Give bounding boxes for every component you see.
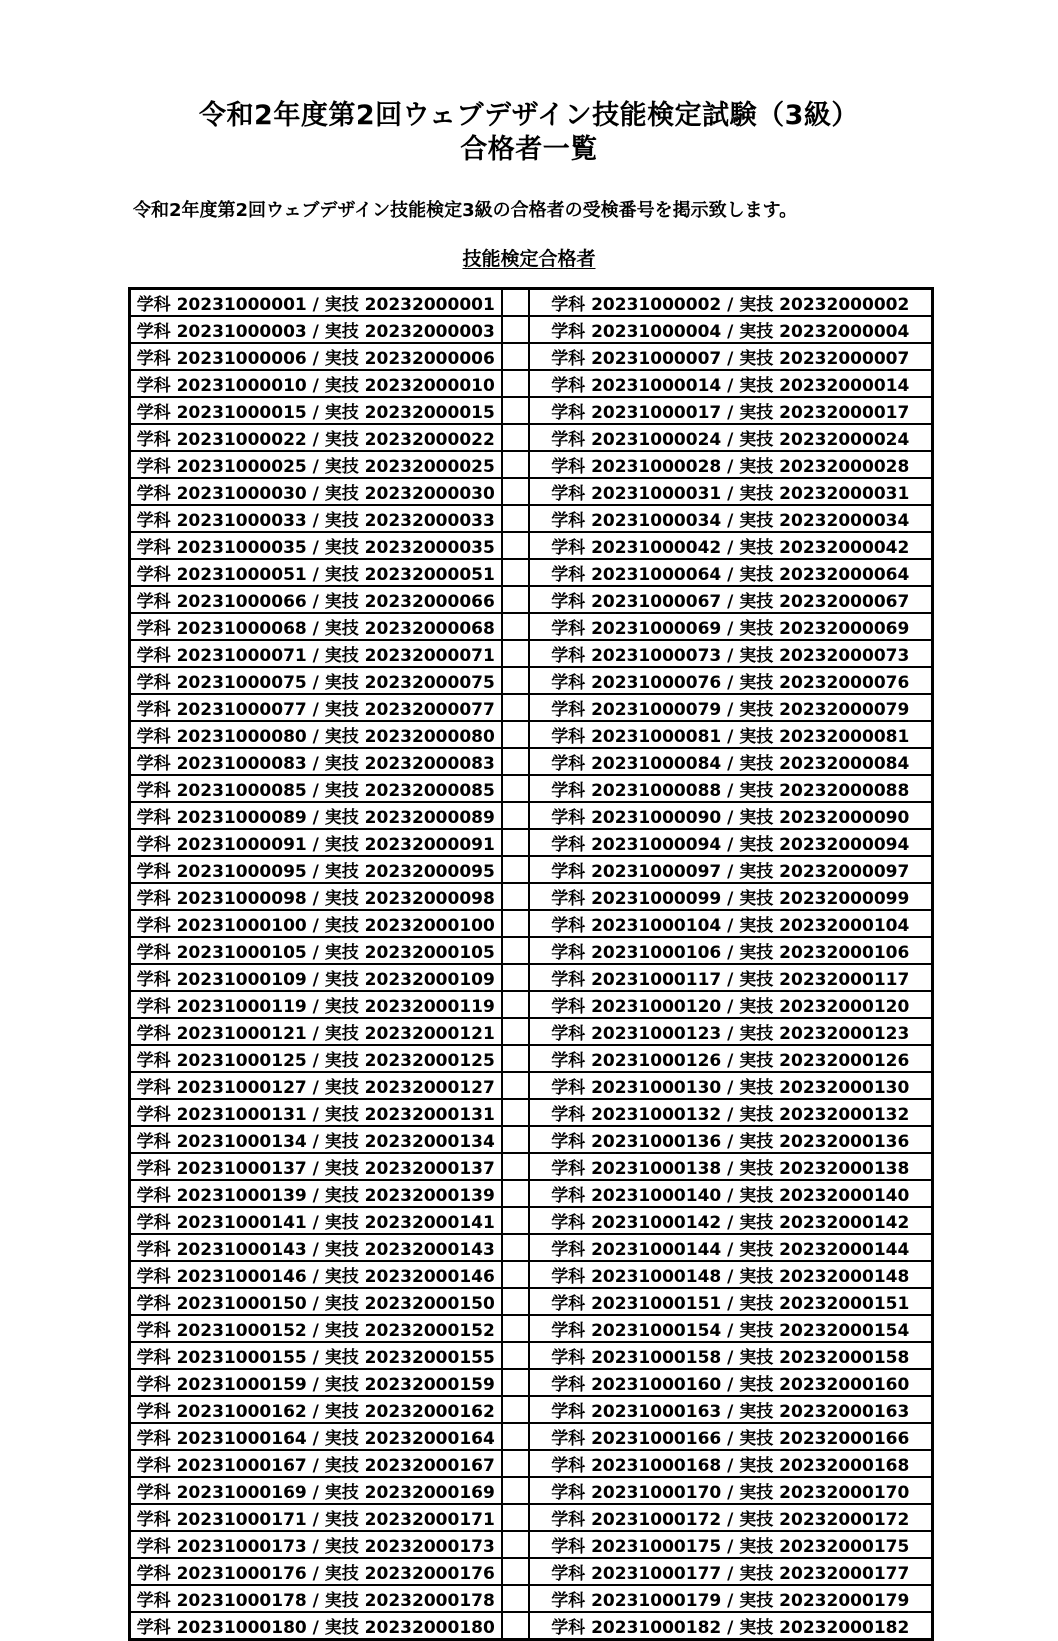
spacer-cell [502,721,529,748]
passer-cell-left: 学科 20231000141 / 実技 20232000141 [130,1207,502,1234]
spacer-cell [502,1288,529,1315]
passer-cell-right: 学科 20231000126 / 実技 20232000126 [529,1045,933,1072]
spacer-cell [502,532,529,559]
table-row [130,829,933,856]
spacer-cell [502,1558,529,1585]
passer-cell-left: 学科 20231000146 / 実技 20232000146 [130,1261,502,1288]
passer-cell-left: 学科 20231000127 / 実技 20232000127 [130,1072,502,1099]
spacer-cell [502,937,529,964]
section-heading: 技能検定合格者 [462,248,596,270]
spacer-cell [502,1423,529,1450]
passer-cell-left: 学科 20231000075 / 実技 20232000075 [130,667,502,694]
passer-cell-right: 学科 20231000166 / 実技 20232000166 [529,1423,933,1450]
page-title-line1: 令和2年度第2回ウェブデザイン技能検定試験（3級） [199,100,859,131]
passer-cell-left: 学科 20231000169 / 実技 20232000169 [130,1477,502,1504]
table-row [130,1207,933,1234]
passer-cell-right: 学科 20231000168 / 実技 20232000168 [529,1450,933,1477]
spacer-cell [502,1180,529,1207]
table-row [130,559,933,586]
spacer-cell [502,1099,529,1126]
table-row [130,640,933,667]
passer-cell-left: 学科 20231000098 / 実技 20232000098 [130,883,502,910]
spacer-cell [502,910,529,937]
passer-cell-right: 学科 20231000088 / 実技 20232000088 [529,775,933,802]
passer-cell-right: 学科 20231000034 / 実技 20232000034 [529,505,933,532]
table-row [130,1234,933,1261]
passer-cell-right: 学科 20231000031 / 実技 20232000031 [529,478,933,505]
table-row [130,1126,933,1153]
passer-cell-right: 学科 20231000142 / 実技 20232000142 [529,1207,933,1234]
table-row [130,775,933,802]
spacer-cell [502,1072,529,1099]
table-row [130,856,933,883]
table-row [130,667,933,694]
passer-cell-left: 学科 20231000066 / 実技 20232000066 [130,586,502,613]
spacer-cell [502,613,529,640]
passer-cell-left: 学科 20231000171 / 実技 20232000171 [130,1504,502,1531]
passer-cell-right: 学科 20231000007 / 実技 20232000007 [529,343,933,370]
table-row [130,1018,933,1045]
table-row [130,478,933,505]
passer-cell-right: 学科 20231000136 / 実技 20232000136 [529,1126,933,1153]
table-row [130,1450,933,1477]
passer-cell-left: 学科 20231000025 / 実技 20232000025 [130,451,502,478]
passer-cell-right: 学科 20231000172 / 実技 20232000172 [529,1504,933,1531]
table-row [130,1342,933,1369]
table-row [130,370,933,397]
passer-cell-left: 学科 20231000134 / 実技 20232000134 [130,1126,502,1153]
passer-cell-left: 学科 20231000100 / 実技 20232000100 [130,910,502,937]
spacer-cell [502,559,529,586]
passer-cell-left: 学科 20231000033 / 実技 20232000033 [130,505,502,532]
passer-cell-right: 学科 20231000177 / 実技 20232000177 [529,1558,933,1585]
table-row [130,1261,933,1288]
passer-cell-right: 学科 20231000140 / 実技 20232000140 [529,1180,933,1207]
table-row [130,1504,933,1531]
spacer-cell [502,829,529,856]
spacer-cell [502,1450,529,1477]
table-row [130,424,933,451]
table-row [130,1288,933,1315]
passer-cell-right: 学科 20231000104 / 実技 20232000104 [529,910,933,937]
table-row [130,316,933,343]
passer-cell-right: 学科 20231000130 / 実技 20232000130 [529,1072,933,1099]
spacer-cell [502,667,529,694]
spacer-cell [502,1396,529,1423]
passer-cell-right: 学科 20231000028 / 実技 20232000028 [529,451,933,478]
passer-cell-left: 学科 20231000015 / 実技 20232000015 [130,397,502,424]
passer-cell-left: 学科 20231000091 / 実技 20232000091 [130,829,502,856]
passer-cell-left: 学科 20231000006 / 実技 20232000006 [130,343,502,370]
table-row [130,613,933,640]
passer-cell-right: 学科 20231000148 / 実技 20232000148 [529,1261,933,1288]
table-row [130,1612,933,1640]
passer-cell-left: 学科 20231000051 / 実技 20232000051 [130,559,502,586]
passer-cell-right: 学科 20231000158 / 実技 20232000158 [529,1342,933,1369]
spacer-cell [502,451,529,478]
passer-cell-left: 学科 20231000077 / 実技 20232000077 [130,694,502,721]
passer-cell-right: 学科 20231000120 / 実技 20232000120 [529,991,933,1018]
passer-cell-right: 学科 20231000076 / 実技 20232000076 [529,667,933,694]
passer-cell-left: 学科 20231000068 / 実技 20232000068 [130,613,502,640]
passers-table [128,287,934,1641]
table-row [130,883,933,910]
spacer-cell [502,1207,529,1234]
passer-cell-right: 学科 20231000073 / 実技 20232000073 [529,640,933,667]
table-row [130,1099,933,1126]
passer-cell-left: 学科 20231000085 / 実技 20232000085 [130,775,502,802]
spacer-cell [502,1477,529,1504]
passer-cell-left: 学科 20231000125 / 実技 20232000125 [130,1045,502,1072]
spacer-cell [502,802,529,829]
table-row [130,802,933,829]
passer-cell-right: 学科 20231000163 / 実技 20232000163 [529,1396,933,1423]
spacer-cell [502,1234,529,1261]
passer-cell-left: 学科 20231000137 / 実技 20232000137 [130,1153,502,1180]
passer-cell-right: 学科 20231000144 / 実技 20232000144 [529,1234,933,1261]
table-row [130,1531,933,1558]
passer-cell-left: 学科 20231000152 / 実技 20232000152 [130,1315,502,1342]
passer-cell-right: 学科 20231000069 / 実技 20232000069 [529,613,933,640]
table-row [130,586,933,613]
spacer-cell [502,289,529,317]
table-row [130,991,933,1018]
passer-cell-right: 学科 20231000154 / 実技 20232000154 [529,1315,933,1342]
passer-cell-right: 学科 20231000017 / 実技 20232000017 [529,397,933,424]
passer-cell-left: 学科 20231000030 / 実技 20232000030 [130,478,502,505]
passer-cell-right: 学科 20231000004 / 実技 20232000004 [529,316,933,343]
passer-cell-left: 学科 20231000003 / 実技 20232000003 [130,316,502,343]
table-row [130,1045,933,1072]
spacer-cell [502,424,529,451]
passer-cell-right: 学科 20231000094 / 実技 20232000094 [529,829,933,856]
passer-cell-right: 学科 20231000182 / 実技 20232000182 [529,1612,933,1640]
table-row [130,937,933,964]
table-row [130,1315,933,1342]
table-row [130,1558,933,1585]
spacer-cell [502,586,529,613]
table-row [130,451,933,478]
spacer-cell [502,1315,529,1342]
spacer-cell [502,1018,529,1045]
passer-cell-left: 学科 20231000095 / 実技 20232000095 [130,856,502,883]
passer-cell-right: 学科 20231000067 / 実技 20232000067 [529,586,933,613]
spacer-cell [502,1153,529,1180]
spacer-cell [502,397,529,424]
passer-cell-right: 学科 20231000024 / 実技 20232000024 [529,424,933,451]
passer-cell-left: 学科 20231000155 / 実技 20232000155 [130,1342,502,1369]
spacer-cell [502,1504,529,1531]
spacer-cell [502,1126,529,1153]
passer-cell-right: 学科 20231000179 / 実技 20232000179 [529,1585,933,1612]
spacer-cell [502,1585,529,1612]
passer-cell-right: 学科 20231000151 / 実技 20232000151 [529,1288,933,1315]
spacer-cell [502,1531,529,1558]
table-row [130,289,933,317]
passers-table-body [130,289,933,1640]
table-row [130,694,933,721]
table-row [130,1180,933,1207]
spacer-cell [502,1369,529,1396]
table-row [130,1585,933,1612]
table-row [130,343,933,370]
passer-cell-left: 学科 20231000143 / 実技 20232000143 [130,1234,502,1261]
spacer-cell [502,1045,529,1072]
passer-cell-left: 学科 20231000105 / 実技 20232000105 [130,937,502,964]
passer-cell-left: 学科 20231000139 / 実技 20232000139 [130,1180,502,1207]
table-row [130,1396,933,1423]
passer-cell-left: 学科 20231000001 / 実技 20232000001 [130,289,502,317]
table-row [130,1477,933,1504]
spacer-cell [502,1261,529,1288]
passer-cell-right: 学科 20231000132 / 実技 20232000132 [529,1099,933,1126]
passer-cell-right: 学科 20231000106 / 実技 20232000106 [529,937,933,964]
table-row [130,1153,933,1180]
table-row [130,1072,933,1099]
spacer-cell [502,1612,529,1640]
passer-cell-right: 学科 20231000002 / 実技 20232000002 [529,289,933,317]
table-row [130,964,933,991]
passer-cell-right: 学科 20231000042 / 実技 20232000042 [529,532,933,559]
spacer-cell [502,694,529,721]
passer-cell-left: 学科 20231000089 / 実技 20232000089 [130,802,502,829]
spacer-cell [502,343,529,370]
passer-cell-left: 学科 20231000131 / 実技 20232000131 [130,1099,502,1126]
passer-cell-right: 学科 20231000123 / 実技 20232000123 [529,1018,933,1045]
spacer-cell [502,370,529,397]
passer-cell-left: 学科 20231000071 / 実技 20232000071 [130,640,502,667]
table-row [130,1423,933,1450]
intro-text: 令和2年度第2回ウェブデザイン技能検定3級の合格者の受検番号を掲示致します。 [133,200,798,221]
passer-cell-left: 学科 20231000176 / 実技 20232000176 [130,1558,502,1585]
passer-cell-left: 学科 20231000164 / 実技 20232000164 [130,1423,502,1450]
passer-cell-left: 学科 20231000162 / 実技 20232000162 [130,1396,502,1423]
passer-cell-left: 学科 20231000022 / 実技 20232000022 [130,424,502,451]
passer-cell-right: 学科 20231000099 / 実技 20232000099 [529,883,933,910]
passer-cell-right: 学科 20231000084 / 実技 20232000084 [529,748,933,775]
passer-cell-left: 学科 20231000109 / 実技 20232000109 [130,964,502,991]
spacer-cell [502,748,529,775]
spacer-cell [502,505,529,532]
spacer-cell [502,640,529,667]
table-row [130,748,933,775]
passer-cell-left: 学科 20231000178 / 実技 20232000178 [130,1585,502,1612]
passer-cell-right: 学科 20231000117 / 実技 20232000117 [529,964,933,991]
passer-cell-left: 学科 20231000150 / 実技 20232000150 [130,1288,502,1315]
spacer-cell [502,991,529,1018]
spacer-cell [502,964,529,991]
table-row [130,505,933,532]
table-row [130,532,933,559]
passer-cell-right: 学科 20231000160 / 実技 20232000160 [529,1369,933,1396]
spacer-cell [502,775,529,802]
spacer-cell [502,1342,529,1369]
table-row [130,1369,933,1396]
passer-cell-left: 学科 20231000173 / 実技 20232000173 [130,1531,502,1558]
passer-cell-right: 学科 20231000138 / 実技 20232000138 [529,1153,933,1180]
passer-cell-right: 学科 20231000090 / 実技 20232000090 [529,802,933,829]
table-row [130,397,933,424]
passer-cell-left: 学科 20231000167 / 実技 20232000167 [130,1450,502,1477]
passer-cell-right: 学科 20231000014 / 実技 20232000014 [529,370,933,397]
spacer-cell [502,478,529,505]
spacer-cell [502,316,529,343]
passer-cell-left: 学科 20231000180 / 実技 20232000180 [130,1612,502,1640]
spacer-cell [502,856,529,883]
passer-cell-right: 学科 20231000081 / 実技 20232000081 [529,721,933,748]
spacer-cell [502,883,529,910]
page-title-line2: 合格者一覧 [460,134,598,165]
passer-cell-left: 学科 20231000119 / 実技 20232000119 [130,991,502,1018]
passer-cell-left: 学科 20231000121 / 実技 20232000121 [130,1018,502,1045]
passer-cell-right: 学科 20231000097 / 実技 20232000097 [529,856,933,883]
passer-cell-left: 学科 20231000080 / 実技 20232000080 [130,721,502,748]
passer-cell-right: 学科 20231000175 / 実技 20232000175 [529,1531,933,1558]
passer-cell-left: 学科 20231000159 / 実技 20232000159 [130,1369,502,1396]
table-row [130,910,933,937]
passer-cell-left: 学科 20231000035 / 実技 20232000035 [130,532,502,559]
passer-cell-right: 学科 20231000170 / 実技 20232000170 [529,1477,933,1504]
passer-cell-left: 学科 20231000010 / 実技 20232000010 [130,370,502,397]
passer-cell-right: 学科 20231000079 / 実技 20232000079 [529,694,933,721]
passer-cell-right: 学科 20231000064 / 実技 20232000064 [529,559,933,586]
table-row [130,721,933,748]
page-title [0,99,1058,167]
passer-cell-left: 学科 20231000083 / 実技 20232000083 [130,748,502,775]
